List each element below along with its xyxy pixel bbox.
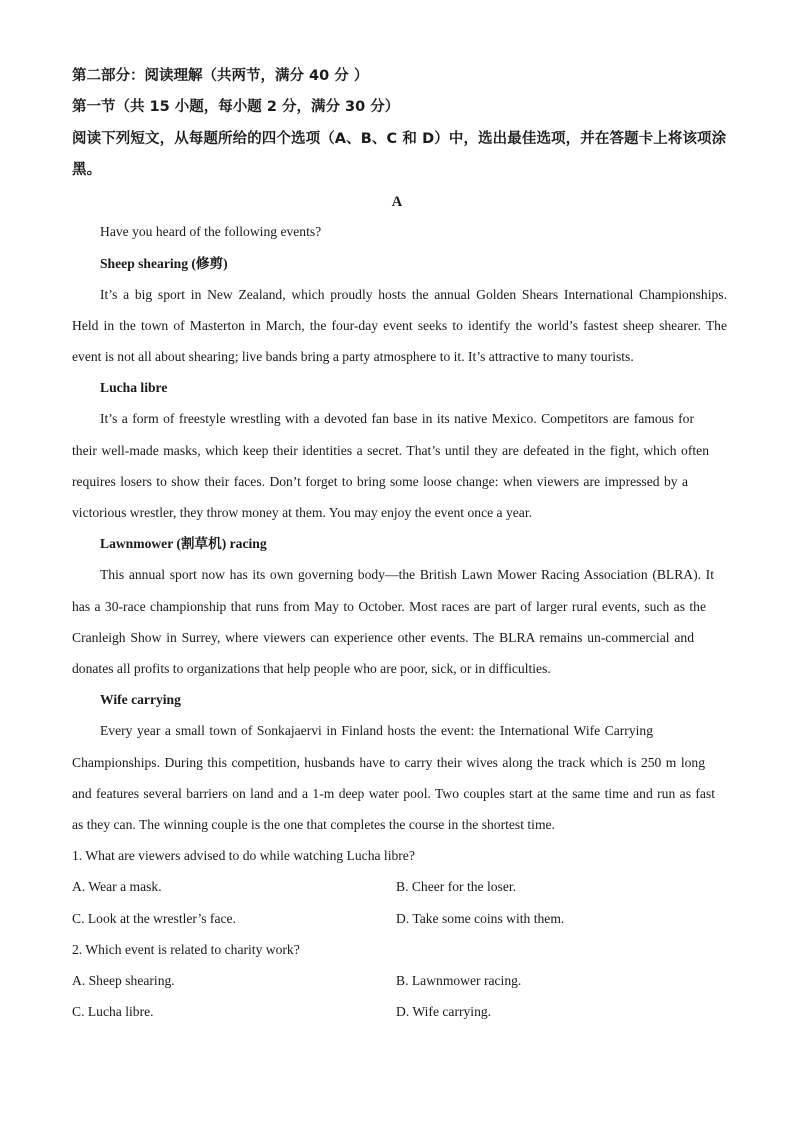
- instructions: 阅读下列短文，从每题所给的四个选项（A、B、C 和 D）中，选出最佳选项，并在答题卡上将该项涂黑。: [72, 131, 727, 178]
- question-1-option-b[interactable]: B. Cheer for the loser.: [396, 879, 517, 894]
- paragraph-line: victorious wrestler, they throw money at them. You may enjoy the event once a year.: [72, 505, 533, 520]
- paragraph-line: requires losers to show their faces. Don’t forget to bring some loose change: when viewers are impressed by a: [72, 474, 688, 489]
- paragraph-line: Championships. During this competition, husbands have to carry their wives along the track which is 250 m long: [72, 755, 705, 770]
- part-heading: 第二部分：阅读理解（共两节，满分 40 分 ）: [72, 68, 369, 84]
- passage-letter: A: [391, 194, 403, 210]
- event-title-wife-carrying: Wife carrying: [100, 692, 181, 707]
- paragraph-line: has a 30-race championship that runs from May to October. Most races are part of larger rural events, such as the: [72, 599, 706, 614]
- question-2-option-d[interactable]: D. Wife carrying.: [396, 1004, 492, 1019]
- question-1-stem: 1. What are viewers advised to do while watching Lucha libre?: [72, 848, 415, 863]
- paragraph-line: This annual sport now has its own governing body—the British Lawn Mower Racing Association (BLRA). It: [100, 567, 714, 582]
- question-2-stem: 2. Which event is related to charity work?: [72, 942, 300, 957]
- paragraph-line: as they can. The winning couple is the one that completes the course in the shortest time.: [72, 817, 555, 832]
- question-1-option-a[interactable]: A. Wear a mask.: [72, 879, 162, 894]
- question-1-option-d[interactable]: D. Take some coins with them.: [396, 911, 565, 926]
- paragraph-line: Held in the town of Masterton in March, the four-day event seeks to identify the world’s fastest sheep shearer. The: [72, 318, 727, 333]
- event-title-sheep-shearing: Sheep shearing (修剪): [100, 256, 228, 271]
- question-2-option-a[interactable]: A. Sheep shearing.: [72, 973, 175, 988]
- paragraph-line: their well-made masks, which keep their identities a secret. That’s until they are defeated in the fight, which often: [72, 443, 709, 458]
- passage-intro: Have you heard of the following events?: [100, 224, 322, 239]
- question-2-option-c[interactable]: C. Lucha libre.: [72, 1004, 154, 1019]
- event-title-lucha-libre: Lucha libre: [100, 380, 168, 395]
- question-1-option-c[interactable]: C. Look at the wrestler’s face.: [72, 911, 236, 926]
- event-title-lawnmower-racing: Lawnmower (割草机) racing: [100, 536, 267, 551]
- paragraph-line: Cranleigh Show in Surrey, where viewers can experience other events. The BLRA remains un-commercial and: [72, 630, 694, 645]
- paragraph-line: donates all profits to organizations that help people who are poor, sick, or in difficulties.: [72, 661, 551, 676]
- section-heading: 第一节（共 15 小题，每小题 2 分，满分 30 分）: [72, 99, 400, 115]
- paragraph-line: event is not all about shearing; live bands bring a party atmosphere to it. It’s attractive to many tourists.: [72, 349, 634, 364]
- paragraph-line: Every year a small town of Sonkajaervi in Finland hosts the event: the International Wife Carrying: [100, 723, 653, 738]
- question-2-option-b[interactable]: B. Lawnmower racing.: [396, 973, 522, 988]
- paragraph-line: It’s a big sport in New Zealand, which proudly hosts the annual Golden Shears International Championships.: [100, 287, 727, 302]
- paragraph-line: and features several barriers on land and a 1-m deep water pool. Two couples start at the same time and run as fast: [72, 786, 715, 801]
- paragraph-line: It’s a form of freestyle wrestling with a devoted fan base in its native Mexico. Competitors are famous for: [100, 411, 694, 426]
